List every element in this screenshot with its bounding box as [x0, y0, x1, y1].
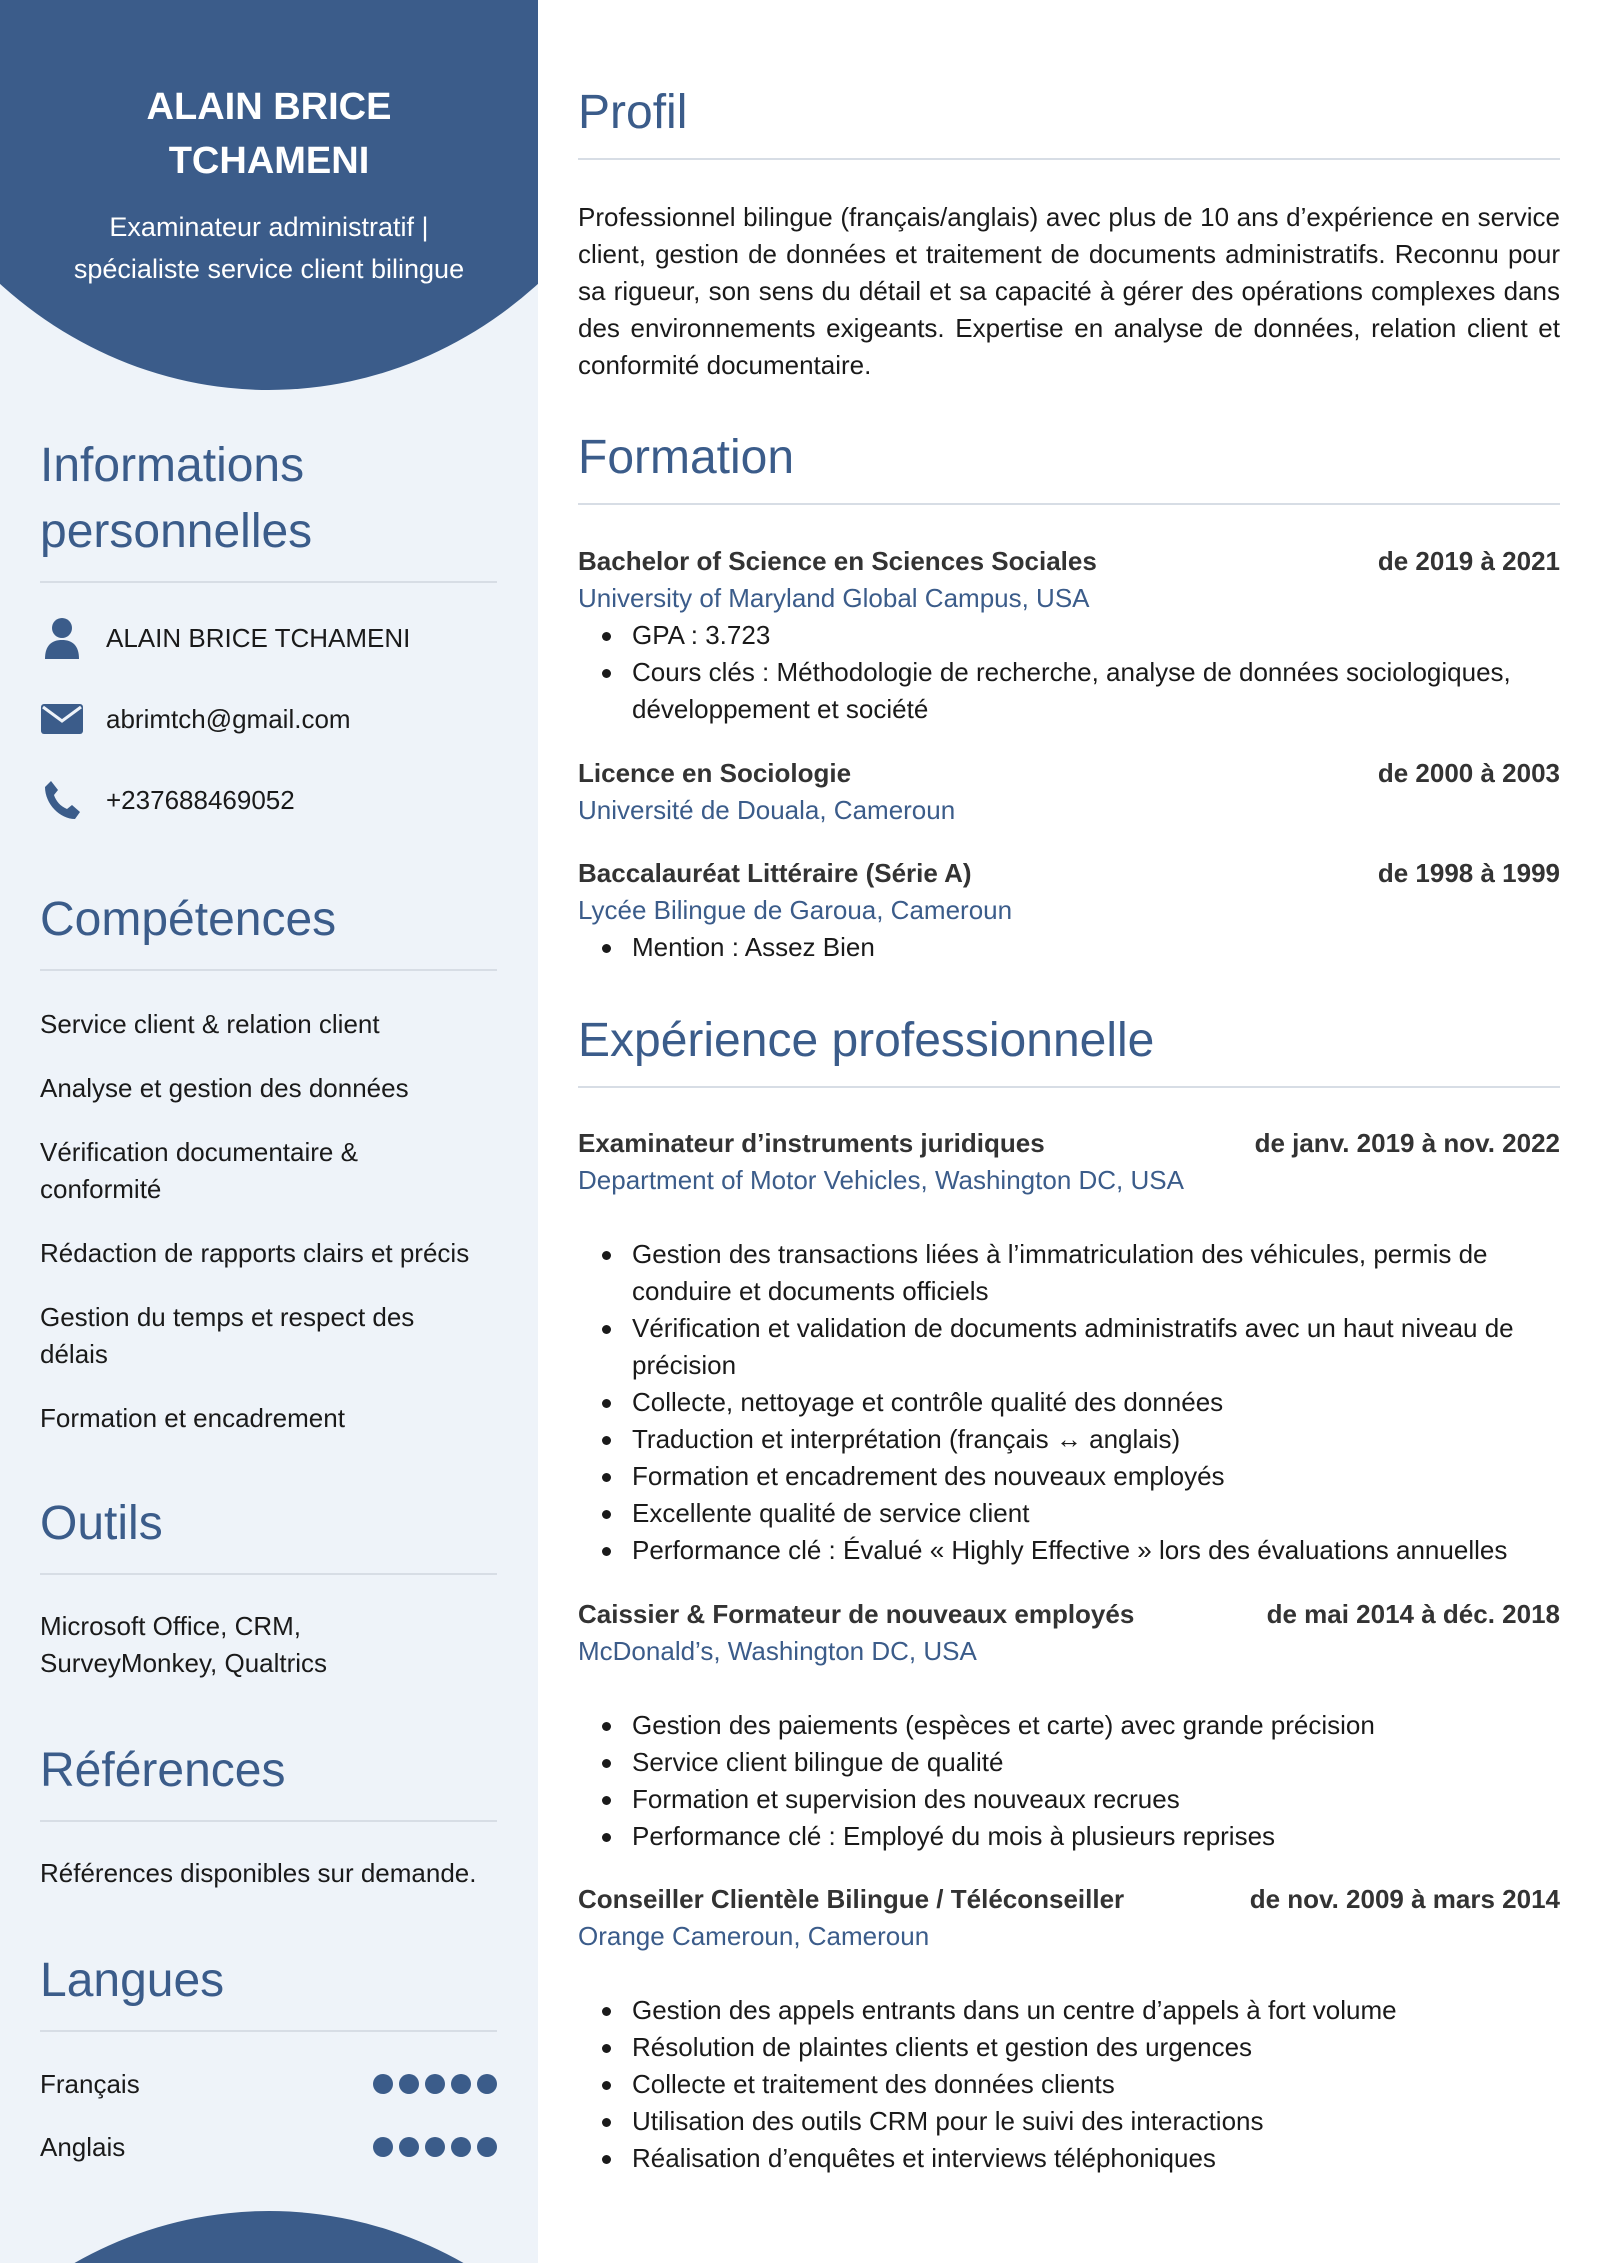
skill-item: Formation et encadrement [40, 1403, 345, 1433]
bullet-list [578, 1707, 1560, 1855]
language-label: Anglais [40, 2131, 126, 2162]
level-dot [399, 2137, 419, 2157]
degree-title: Licence en Sociologie [578, 758, 852, 788]
date-range: de nov. 2009 à mars 2014 [1249, 1884, 1560, 1914]
skill-item: Vérification documentaire & conformité [40, 1137, 358, 1204]
education-entry [578, 755, 1560, 829]
contact-name-row [40, 614, 500, 662]
level-dot [477, 2074, 497, 2094]
list-item: Vérification et validation de documents administratifs avec un haut niveau de précision [632, 1310, 1560, 1384]
level-dot [399, 2074, 419, 2094]
tools-title: Outils [40, 1491, 497, 1575]
company-name: Department of Motor Vehicles, Washington DC, USA [578, 1165, 1184, 1195]
date-range: de 2000 à 2003 [1377, 758, 1560, 788]
personal-info-title-line-1: Informations [40, 439, 305, 492]
bullet-list [578, 1992, 1560, 2177]
list-item: Gestion des paiements (espèces et carte) avec grande précision [632, 1707, 1560, 1744]
school-name: Université de Douala, Cameroun [578, 795, 956, 825]
personal-info-title-line-2: personnelles [40, 505, 313, 558]
list-item: Traduction et interprétation (français ↔ anglais) [632, 1421, 1560, 1458]
skill-item: Service client & relation client [40, 1009, 380, 1039]
references-text: Références disponibles sur demande. [40, 1858, 477, 1888]
experience-entry [578, 1125, 1560, 1569]
level-dot [451, 2137, 471, 2157]
school-name: University of Maryland Global Campus, USA [578, 583, 1090, 613]
level-dot [425, 2137, 445, 2157]
language-row [40, 2127, 497, 2167]
list-item: Gestion des appels entrants dans un centre d’appels à fort volume [632, 1992, 1560, 2029]
contact-name: ALAIN BRICE TCHAMENI [106, 622, 411, 653]
level-dot [373, 2137, 393, 2157]
list-item: Gestion des transactions liées à l’immatriculation des véhicules, permis de conduire et documents officiels [632, 1236, 1560, 1310]
candidate-name-line-1: ALAIN BRICE [146, 86, 392, 128]
education-title: Formation [578, 425, 1560, 505]
date-range: de 1998 à 1999 [1377, 858, 1560, 888]
list-item: Cours clés : Méthodologie de recherche, analyse de données sociologiques, développement et société [632, 654, 1560, 728]
phone-icon [40, 778, 84, 822]
list-item: Collecte et traitement des données clients [632, 2066, 1560, 2103]
contact-phone[interactable]: +237688469052 [106, 784, 295, 815]
footer-background [0, 2211, 538, 2263]
experience-entry [578, 1596, 1560, 1855]
skill-item: Rédaction de rapports clairs et précis [40, 1238, 470, 1268]
list-item: Réalisation d’enquêtes et interviews téléphoniques [632, 2140, 1560, 2177]
person-icon [40, 616, 84, 660]
list-item: GPA : 3.723 [632, 617, 1560, 654]
language-level-dots [373, 2074, 497, 2094]
contact-email[interactable]: abrimtch@gmail.com [106, 703, 351, 734]
list-item: Performance clé : Évalué « Highly Effective » lors des évaluations annuelles [632, 1532, 1560, 1569]
bullet-list [578, 1236, 1560, 1569]
candidate-name-line-2: TCHAMENI [168, 140, 370, 182]
education-entry [578, 855, 1560, 966]
list-item: Service client bilingue de qualité [632, 1744, 1560, 1781]
company-name: Orange Cameroun, Cameroun [578, 1921, 930, 1951]
profile-text: Professionnel bilingue (français/anglais) avec plus de 10 ans d’expérience en service client, gestion de données et traitement de documents administratifs. Reconnu pour sa rigueur, son sens du détail et sa capacité à gérer des opérations complexes dans des environnements exigeants. Expertise en analyse de données, relation client et conformité documentaire. [578, 202, 1560, 380]
experience-entry [578, 1881, 1560, 2177]
degree-title: Bachelor of Science en Sciences Sociales [578, 546, 1097, 576]
skill-item: Gestion du temps et respect des délais [40, 1302, 415, 1369]
job-title: Conseiller Clientèle Bilingue / Téléconseiller [578, 1884, 1125, 1914]
job-title: Examinateur d’instruments juridiques [578, 1128, 1045, 1158]
school-name: Lycée Bilingue de Garoua, Cameroun [578, 895, 1013, 925]
level-dot [425, 2074, 445, 2094]
personal-info-title [40, 433, 497, 583]
list-item: Formation et encadrement des nouveaux employés [632, 1458, 1560, 1495]
date-range: de janv. 2019 à nov. 2022 [1254, 1128, 1560, 1158]
list-item: Mention : Assez Bien [632, 929, 1560, 966]
sidebar [0, 0, 538, 2263]
bullet-list [578, 617, 1560, 728]
contact-phone-row [40, 776, 500, 824]
languages-title: Langues [40, 1948, 497, 2032]
list-item: Résolution de plaintes clients et gestion des urgences [632, 2029, 1560, 2066]
resume-header [0, 80, 538, 290]
list-item: Excellente qualité de service client [632, 1495, 1560, 1532]
date-range: de mai 2014 à déc. 2018 [1266, 1599, 1560, 1629]
references-title: Références [40, 1738, 497, 1822]
list-item: Collecte, nettoyage et contrôle qualité des données [632, 1384, 1560, 1421]
contact-email-row [40, 695, 500, 743]
level-dot [373, 2074, 393, 2094]
tagline-line-2: spécialiste service client bilingue [73, 254, 465, 284]
language-level-dots [373, 2137, 497, 2157]
list-item: Performance clé : Employé du mois à plusieurs reprises [632, 1818, 1560, 1855]
date-range: de 2019 à 2021 [1377, 546, 1560, 576]
language-row [40, 2064, 497, 2104]
company-name: McDonald’s, Washington DC, USA [578, 1636, 977, 1666]
skills-title: Compétences [40, 887, 497, 971]
language-label: Français [40, 2068, 140, 2099]
degree-title: Baccalauréat Littéraire (Série A) [578, 858, 972, 888]
job-title: Caissier & Formateur de nouveaux employés [578, 1599, 1135, 1629]
profile-title: Profil [578, 80, 1560, 160]
envelope-icon [40, 697, 84, 741]
skill-item: Analyse et gestion des données [40, 1073, 409, 1103]
level-dot [477, 2137, 497, 2157]
education-entry [578, 543, 1560, 728]
experience-title: Expérience professionnelle [578, 1008, 1560, 1088]
bullet-list [578, 929, 1560, 966]
list-item: Formation et supervision des nouveaux recrues [632, 1781, 1560, 1818]
tools-text: Microsoft Office, CRM, SurveyMonkey, Qualtrics [40, 1611, 328, 1678]
list-item: Utilisation des outils CRM pour le suivi des interactions [632, 2103, 1560, 2140]
level-dot [451, 2074, 471, 2094]
tagline-line-1: Examinateur administratif | [109, 212, 429, 242]
